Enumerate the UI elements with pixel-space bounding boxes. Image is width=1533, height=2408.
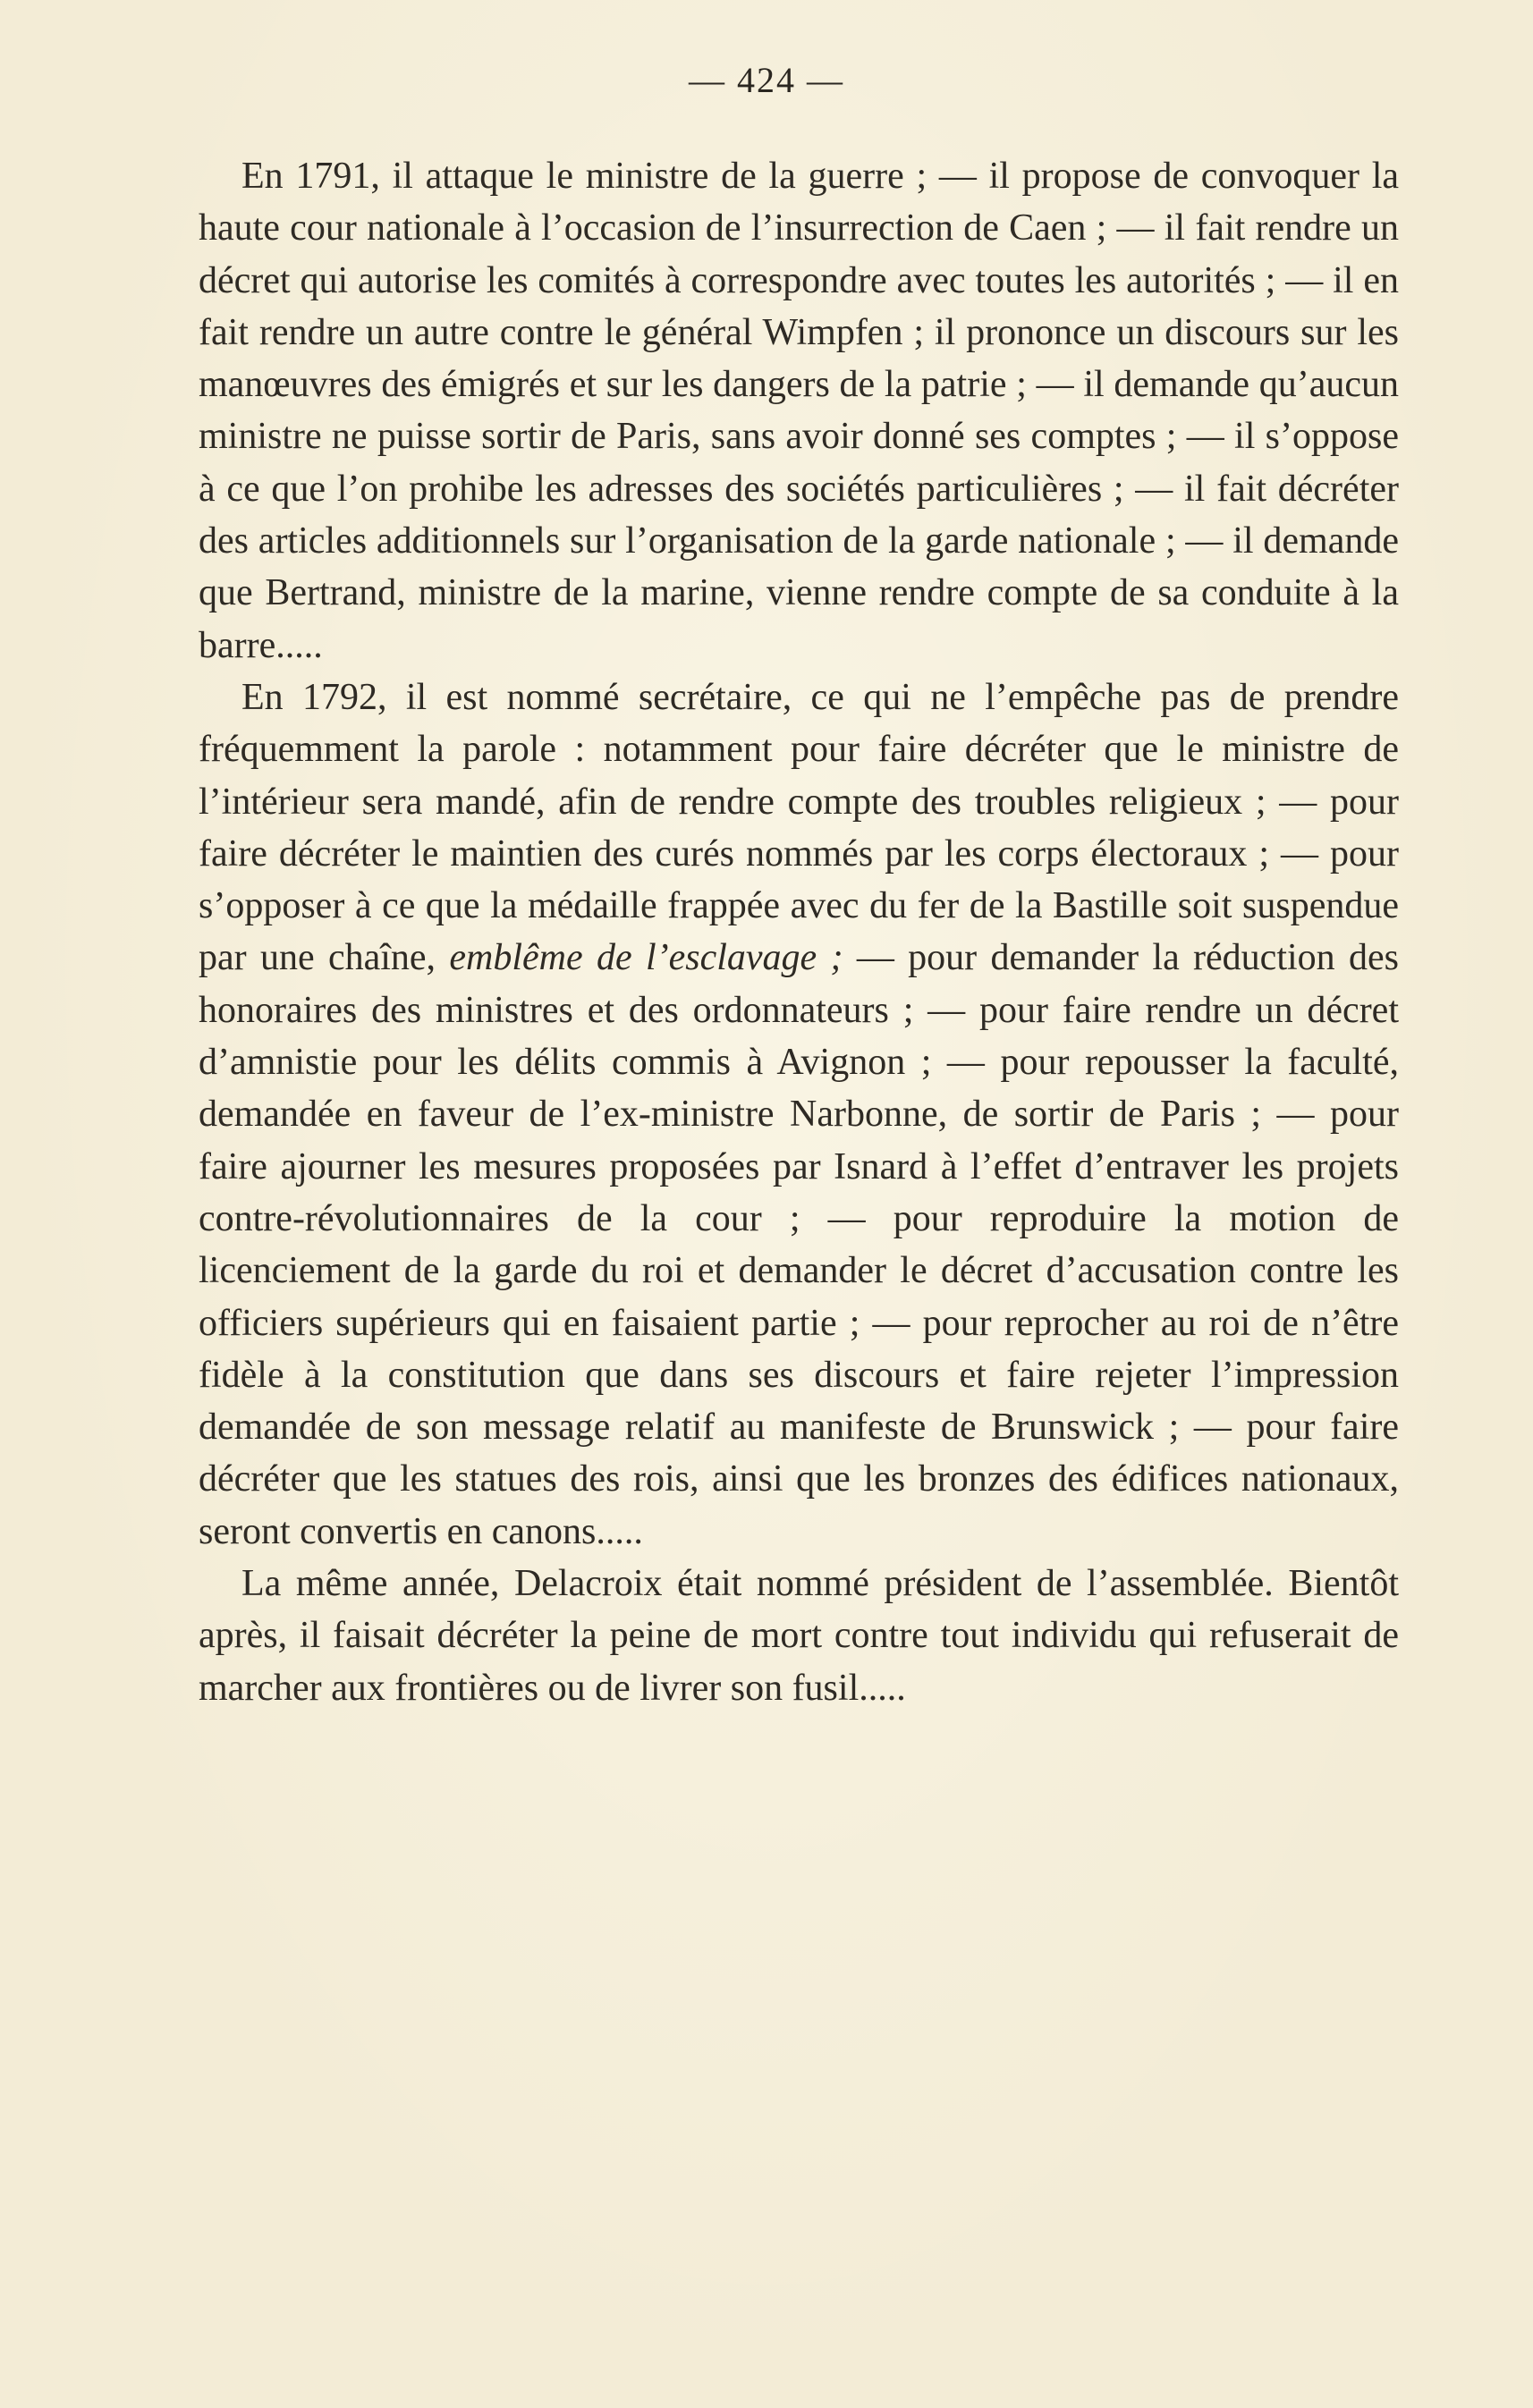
- paragraph-1791: En 1791, il attaque le ministre de la guerre ; — il propose de convoquer la haute cour nationale à l’occasion de l’insurrection de Caen ; — il fait rendre un décret qui autorise les comités à correspondre avec toutes les autorités ; — il en fait rendre un autre contre le général Wimpfen ; il prononce un discours sur les manœuvres des émigrés et sur les dangers de la patrie ; — il demande qu’aucun ministre ne puisse sortir de Paris, sans avoir donné ses comptes ; — il s’oppose à ce que l’on prohibe les adresses des sociétés particulières ; — il fait décréter des articles additionnels sur l’organisation de la garde nationale ; — il demande que Bertrand, ministre de la marine, vienne rendre compte de sa conduite à la barre.....: [199, 156, 1399, 666]
- paragraph-president: La même année, Delacroix était nommé président de l’assemblée. Bientôt après, il faisait décréter la peine de mort contre tout individu qui refuserait de marcher aux frontières ou de livrer son fusil.....: [199, 1563, 1399, 1709]
- italic-phrase: emblême de l’esclavage ;: [449, 937, 843, 979]
- page-number: — 424 —: [689, 60, 844, 100]
- paragraph-1792-part-1: En 1792, il est nommé secrétaire, ce qui ne l’empêche pas de prendre fréquemment la parole : notamment pour faire décréter que le ministre de l’intérieur sera mandé, afin de rendre compte des troubles religieux ; — pour faire décréter le maintien des curés nommés par les corps électoraux ; — pour s’opposer à ce que la médaille frappée avec du fer de la Bastille soit suspendue par une chaîne,: [199, 676, 1399, 979]
- paragraph-1792-part-2: — pour demander la réduction des honoraires des ministres et des ordonnateurs ; — pour faire rendre un décret d’amnistie pour les délits commis à Avignon ; — pour repousser la faculté, demandée en faveur de l’ex-ministre Narbonne, de sortir de Paris ; — pour faire ajourner les mesures proposées par Isnard à l’effet d’entraver les projets contre-révolutionnaires de la cour ; — pour reproduire la motion de licenciement de la garde du roi et demander le décret d’accusation contre les officiers supérieurs qui en faisaient partie ; — pour reprocher au roi de n’être fidèle à la constitution que dans ses discours et faire rejeter l’impression demandée de son message relatif au manifeste de Brunswick ; — pour faire décréter que les statues des rois, ainsi que les bronzes des édifices nationaux, seront convertis en canons.....: [199, 937, 1399, 1552]
- paragraph-1792: [199, 672, 1399, 1558]
- body-text: [199, 150, 1399, 1714]
